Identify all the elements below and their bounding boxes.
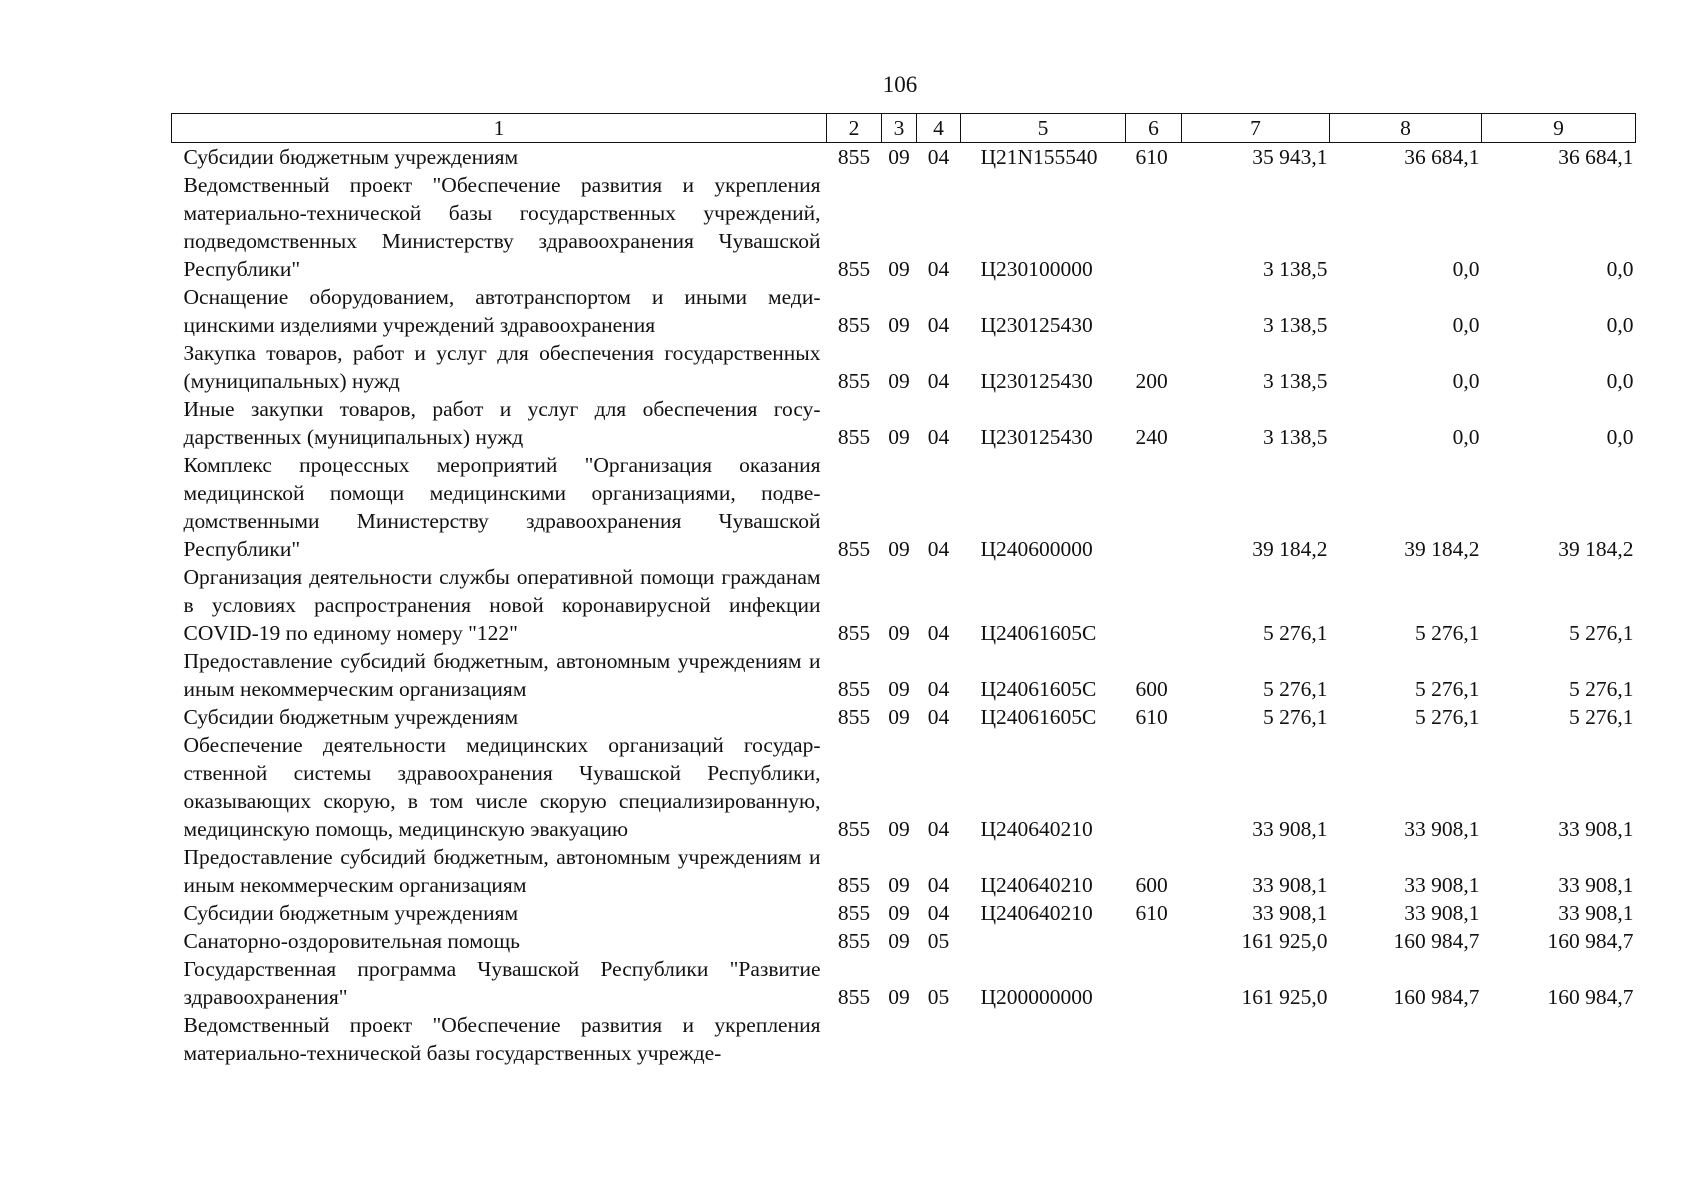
row-name-cell: Предоставление субсидий бюджетным, автономным учреждениям и иным некоммерческим организациям bbox=[183, 845, 821, 897]
budget-table bbox=[171, 113, 1636, 1067]
amount-year3-cell: 36 684,1 bbox=[1558, 145, 1634, 169]
section-code-cell bbox=[882, 1011, 917, 1067]
expense-type-cell bbox=[1126, 955, 1182, 1011]
amount-year3-cell: 160 984,7 bbox=[1547, 929, 1634, 953]
table-row bbox=[172, 1011, 1636, 1067]
amount-year3-cell: 33 908,1 bbox=[1558, 817, 1634, 841]
subsection-code-cell: 05 bbox=[927, 929, 950, 953]
target-article-cell: Ц230125430 bbox=[980, 313, 1093, 337]
section-code-cell: 09 bbox=[888, 369, 910, 393]
table-row bbox=[172, 843, 1636, 899]
amount-year2-cell: 36 684,1 bbox=[1404, 145, 1480, 169]
column-header: 1 bbox=[172, 114, 827, 143]
table-row bbox=[172, 171, 1636, 283]
ministry-code-cell: 855 bbox=[837, 901, 871, 925]
amount-year1-cell: 33 908,1 bbox=[1252, 901, 1328, 925]
expense-type-cell: 600 bbox=[1135, 677, 1168, 701]
amount-year1-cell: 3 138,5 bbox=[1263, 369, 1328, 393]
ministry-code-cell: 855 bbox=[837, 257, 871, 281]
ministry-code-cell: 855 bbox=[837, 985, 871, 1009]
target-article-cell: Ц230125430 bbox=[980, 369, 1093, 393]
amount-year2-cell: 0,0 bbox=[1452, 425, 1480, 449]
ministry-code-cell: 855 bbox=[837, 369, 871, 393]
target-article-cell bbox=[961, 927, 1126, 955]
expense-type-cell bbox=[1126, 451, 1182, 563]
row-name-cell: Организация деятельности службы оперативной помощи гражданам в условиях распространения новой коронавирусной инфекции COVID-19 по единому номеру "122" bbox=[183, 565, 821, 645]
row-name-cell: Санаторно-оздоровительная помощь bbox=[183, 929, 520, 953]
amount-year3-cell: 5 276,1 bbox=[1569, 621, 1634, 645]
section-code-cell: 09 bbox=[888, 621, 910, 645]
table-row bbox=[172, 563, 1636, 647]
amount-year1-cell: 5 276,1 bbox=[1263, 621, 1328, 645]
subsection-code-cell: 04 bbox=[927, 537, 950, 561]
amount-year3-cell: 5 276,1 bbox=[1569, 677, 1634, 701]
expense-type-cell bbox=[1126, 927, 1182, 955]
ministry-code-cell: 855 bbox=[837, 621, 871, 645]
row-name-cell: Обеспечение деятельности медицинских организаций государственной системы здравоохранения Чувашской Республики, оказывающих скорую, в том числе скорую специализированную, медицинскую помощь, медицинскую эвакуацию bbox=[183, 733, 821, 841]
target-article-cell: Ц21N155540 bbox=[980, 145, 1098, 169]
ministry-code-cell: 855 bbox=[837, 677, 871, 701]
expense-type-cell bbox=[1126, 1011, 1182, 1067]
target-article-cell: Ц230100000 bbox=[980, 257, 1093, 281]
table-header-row bbox=[172, 114, 1636, 143]
expense-type-cell bbox=[1126, 171, 1182, 283]
row-name-cell: Ведомственный проект "Обеспечение развития и укрепления материально-технической базы государственных учрежде- bbox=[183, 1013, 821, 1065]
ministry-code-cell: 855 bbox=[837, 425, 871, 449]
table-row bbox=[172, 955, 1636, 1011]
row-name-cell: Предоставление субсидий бюджетным, автономным учреждениям и иным некоммерческим организациям bbox=[183, 649, 821, 701]
section-code-cell: 09 bbox=[888, 705, 910, 729]
table-row bbox=[172, 703, 1636, 731]
target-article-cell: Ц24061605C bbox=[980, 677, 1097, 701]
amount-year1-cell: 161 925,0 bbox=[1241, 929, 1328, 953]
ministry-code-cell: 855 bbox=[837, 873, 871, 897]
section-code-cell: 09 bbox=[888, 985, 910, 1009]
section-code-cell: 09 bbox=[888, 817, 910, 841]
subsection-code-cell: 04 bbox=[927, 313, 950, 337]
amount-year2-cell: 33 908,1 bbox=[1404, 873, 1480, 897]
column-header: 5 bbox=[961, 114, 1126, 143]
expense-type-cell: 610 bbox=[1135, 705, 1168, 729]
amount-year3-cell: 0,0 bbox=[1606, 369, 1634, 393]
expense-type-cell: 200 bbox=[1135, 369, 1168, 393]
expense-type-cell bbox=[1126, 563, 1182, 647]
table-row bbox=[172, 339, 1636, 395]
section-code-cell: 09 bbox=[888, 425, 910, 449]
amount-year1-cell: 5 276,1 bbox=[1263, 677, 1328, 701]
target-article-cell: Ц240640210 bbox=[980, 817, 1093, 841]
expense-type-cell: 240 bbox=[1135, 425, 1168, 449]
section-code-cell: 09 bbox=[888, 929, 910, 953]
column-header: 4 bbox=[917, 114, 961, 143]
row-name-cell: Оснащение оборудованием, автотранспортом и иными медицинскими изделиями учреждений здравоохранения bbox=[183, 285, 821, 337]
row-name-cell: Субсидии бюджетным учреждениям bbox=[183, 705, 519, 729]
amount-year3-cell: 0,0 bbox=[1606, 257, 1634, 281]
subsection-code-cell: 05 bbox=[927, 985, 950, 1009]
section-code-cell: 09 bbox=[888, 257, 910, 281]
amount-year3-cell: 33 908,1 bbox=[1558, 873, 1634, 897]
target-article-cell bbox=[961, 1011, 1126, 1067]
row-name-cell: Ведомственный проект "Обеспечение развития и укрепления материально-технической базы государственных учреждений, подведомственных Министерству здравоохранения Чувашской Республики" bbox=[183, 173, 821, 281]
table-body bbox=[172, 143, 1636, 1068]
budget-table-container bbox=[171, 113, 1635, 1067]
amount-year1-cell: 3 138,5 bbox=[1263, 425, 1328, 449]
table-row bbox=[172, 451, 1636, 563]
amount-year1-cell: 161 925,0 bbox=[1241, 985, 1328, 1009]
target-article-cell: Ц24061605C bbox=[980, 621, 1097, 645]
expense-type-cell: 610 bbox=[1135, 145, 1168, 169]
subsection-code-cell: 04 bbox=[927, 145, 950, 169]
subsection-code-cell: 04 bbox=[927, 901, 950, 925]
amount-year3-cell: 33 908,1 bbox=[1558, 901, 1634, 925]
table-row bbox=[172, 143, 1636, 172]
subsection-code-cell: 04 bbox=[927, 817, 950, 841]
amount-year2-cell: 39 184,2 bbox=[1404, 537, 1480, 561]
section-code-cell: 09 bbox=[888, 537, 910, 561]
column-header: 3 bbox=[882, 114, 917, 143]
amount-year1-cell: 3 138,5 bbox=[1263, 313, 1328, 337]
table-row bbox=[172, 395, 1636, 451]
ministry-code-cell bbox=[827, 1011, 882, 1067]
target-article-cell: Ц240640210 bbox=[980, 873, 1093, 897]
subsection-code-cell: 04 bbox=[927, 369, 950, 393]
amount-year3-cell: 160 984,7 bbox=[1547, 985, 1634, 1009]
ministry-code-cell: 855 bbox=[837, 313, 871, 337]
amount-year2-cell bbox=[1330, 1011, 1482, 1067]
amount-year1-cell bbox=[1182, 1011, 1330, 1067]
column-header: 6 bbox=[1126, 114, 1182, 143]
table-row bbox=[172, 647, 1636, 703]
expense-type-cell bbox=[1126, 283, 1182, 339]
section-code-cell: 09 bbox=[888, 313, 910, 337]
section-code-cell: 09 bbox=[888, 901, 910, 925]
target-article-cell: Ц240640210 bbox=[980, 901, 1093, 925]
amount-year2-cell: 5 276,1 bbox=[1415, 705, 1480, 729]
amount-year1-cell: 39 184,2 bbox=[1252, 537, 1328, 561]
amount-year1-cell: 33 908,1 bbox=[1252, 873, 1328, 897]
amount-year2-cell: 0,0 bbox=[1452, 257, 1480, 281]
column-header: 8 bbox=[1330, 114, 1482, 143]
expense-type-cell: 600 bbox=[1135, 873, 1168, 897]
subsection-code-cell: 04 bbox=[927, 873, 950, 897]
amount-year2-cell: 33 908,1 bbox=[1404, 817, 1480, 841]
amount-year3-cell: 39 184,2 bbox=[1558, 537, 1634, 561]
table-row bbox=[172, 899, 1636, 927]
amount-year2-cell: 5 276,1 bbox=[1415, 677, 1480, 701]
amount-year2-cell: 5 276,1 bbox=[1415, 621, 1480, 645]
amount-year2-cell: 0,0 bbox=[1452, 313, 1480, 337]
row-name-cell: Субсидии бюджетным учреждениям bbox=[183, 145, 519, 169]
ministry-code-cell: 855 bbox=[837, 145, 871, 169]
expense-type-cell: 610 bbox=[1135, 901, 1168, 925]
target-article-cell: Ц200000000 bbox=[980, 985, 1093, 1009]
amount-year1-cell: 5 276,1 bbox=[1263, 705, 1328, 729]
subsection-code-cell: 04 bbox=[927, 677, 950, 701]
row-name-cell: Государственная программа Чувашской Республики "Развитие здравоохранения" bbox=[183, 957, 821, 1009]
page-number: 106 bbox=[882, 72, 918, 97]
ministry-code-cell: 855 bbox=[837, 929, 871, 953]
amount-year2-cell: 160 984,7 bbox=[1393, 985, 1480, 1009]
subsection-code-cell: 04 bbox=[927, 425, 950, 449]
amount-year3-cell: 0,0 bbox=[1606, 425, 1634, 449]
amount-year3-cell: 0,0 bbox=[1606, 313, 1634, 337]
amount-year3-cell bbox=[1482, 1011, 1636, 1067]
column-header: 9 bbox=[1482, 114, 1636, 143]
subsection-code-cell bbox=[917, 1011, 961, 1067]
row-name-cell: Иные закупки товаров, работ и услуг для обеспечения государственных (муниципальных) нужд bbox=[183, 397, 821, 449]
column-header: 2 bbox=[827, 114, 882, 143]
ministry-code-cell: 855 bbox=[837, 817, 871, 841]
amount-year2-cell: 160 984,7 bbox=[1393, 929, 1480, 953]
amount-year2-cell: 0,0 bbox=[1452, 369, 1480, 393]
table-row bbox=[172, 283, 1636, 339]
expense-type-cell bbox=[1126, 731, 1182, 843]
row-name-cell: Закупка товаров, работ и услуг для обеспечения государственных (муниципальных) нужд bbox=[183, 341, 821, 393]
section-code-cell: 09 bbox=[888, 677, 910, 701]
amount-year1-cell: 3 138,5 bbox=[1263, 257, 1328, 281]
section-code-cell: 09 bbox=[888, 145, 910, 169]
table-row bbox=[172, 927, 1636, 955]
subsection-code-cell: 04 bbox=[927, 621, 950, 645]
amount-year1-cell: 33 908,1 bbox=[1252, 817, 1328, 841]
table-row bbox=[172, 731, 1636, 843]
ministry-code-cell: 855 bbox=[837, 537, 871, 561]
column-header: 7 bbox=[1182, 114, 1330, 143]
target-article-cell: Ц230125430 bbox=[980, 425, 1093, 449]
subsection-code-cell: 04 bbox=[927, 257, 950, 281]
row-name-cell: Комплекс процессных мероприятий "Организация оказания медицинской помощи медицинскими организациями, подведомственными Министерству здравоохранения Чувашской Республики" bbox=[183, 453, 821, 561]
section-code-cell: 09 bbox=[888, 873, 910, 897]
subsection-code-cell: 04 bbox=[927, 705, 950, 729]
ministry-code-cell: 855 bbox=[837, 705, 871, 729]
amount-year3-cell: 5 276,1 bbox=[1569, 705, 1634, 729]
target-article-cell: Ц24061605C bbox=[980, 705, 1097, 729]
amount-year2-cell: 33 908,1 bbox=[1404, 901, 1480, 925]
row-name-cell: Субсидии бюджетным учреждениям bbox=[183, 901, 519, 925]
target-article-cell: Ц240600000 bbox=[980, 537, 1093, 561]
amount-year1-cell: 35 943,1 bbox=[1252, 145, 1328, 169]
